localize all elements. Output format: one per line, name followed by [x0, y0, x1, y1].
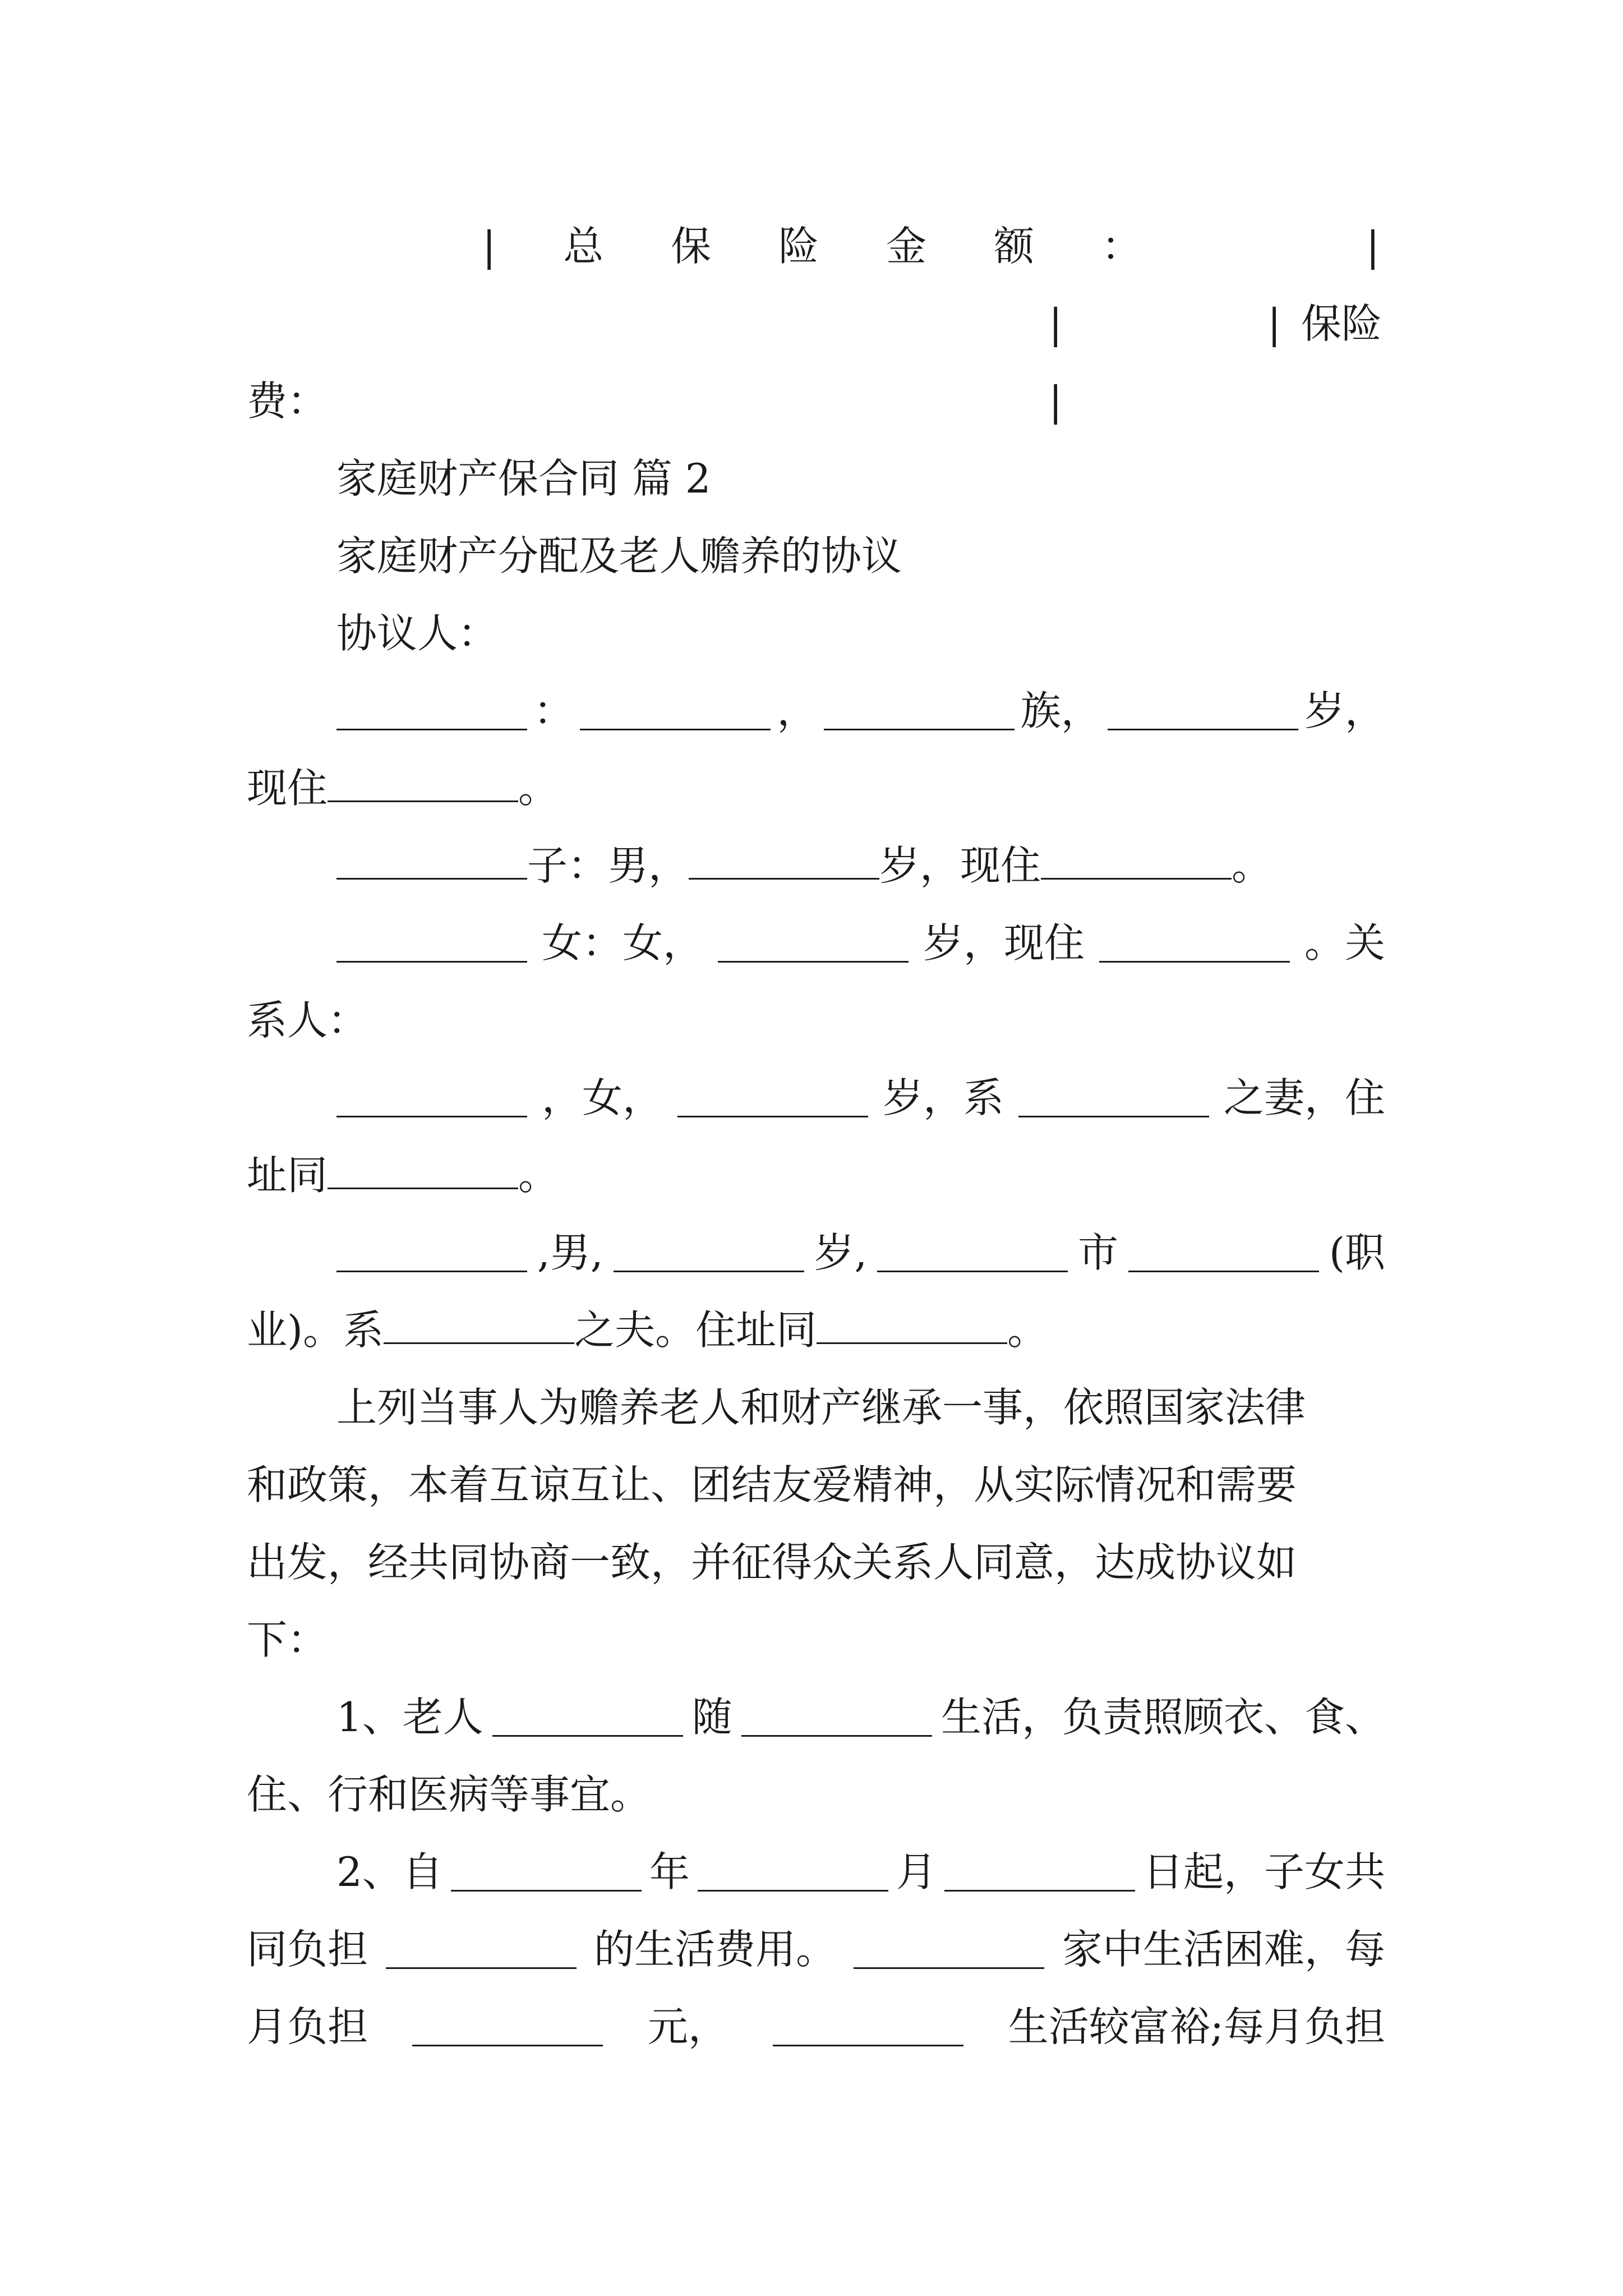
husband-line-cont [247, 1291, 1385, 1369]
husband-line [247, 1214, 1385, 1291]
premium-label: 保险 [1301, 300, 1382, 347]
fill-blank[interactable] [773, 2008, 963, 2046]
text-segment: 。 [518, 765, 559, 812]
fill-blank[interactable] [741, 1698, 932, 1737]
fill-blank[interactable] [336, 1234, 527, 1272]
fill-blank[interactable] [384, 1305, 574, 1344]
fill-blank[interactable] [412, 2008, 603, 2046]
text-segment: 同负担 [247, 1926, 368, 1973]
clause-1-line-cont: 住、行和医病等事宜。 [247, 1771, 651, 1818]
agreement-title: 家庭财产分配及老人赡养的协议 [336, 532, 902, 579]
total-amount-char: 险 [778, 223, 819, 270]
fill-blank[interactable] [328, 1151, 518, 1189]
fill-blank[interactable] [698, 1853, 888, 1892]
text-segment: ，女， [541, 1074, 663, 1121]
total-amount-char: 总 [563, 223, 604, 270]
fill-blank[interactable] [1041, 841, 1232, 880]
fill-blank[interactable] [1108, 692, 1298, 730]
clause-1-line [247, 1678, 1385, 1756]
section-title: 家庭财产保合同 篇 2 [336, 455, 711, 502]
table-bar: | [1366, 223, 1380, 270]
fill-blank[interactable] [854, 1930, 1044, 1969]
text-segment: 女：女， [541, 919, 703, 967]
table-bar: | [482, 223, 496, 270]
text-segment: ： [533, 687, 574, 734]
body-paragraph-line: 出发，经共同协商一致，并征得众关系人同意，达成协议如 [247, 1539, 1297, 1586]
text-segment: 岁，现住 [923, 919, 1085, 967]
premium-row-cont [247, 362, 1385, 440]
premium-row [247, 285, 1385, 362]
text-segment: ,男, [537, 1229, 603, 1276]
text-segment: 生活，负责照顾衣、食、 [940, 1694, 1385, 1741]
text-segment: ， [777, 687, 818, 734]
text-segment: 业)。系 [247, 1306, 384, 1354]
text-segment: 岁， [1304, 687, 1385, 734]
text-segment: 。 [1007, 1306, 1048, 1354]
fill-blank[interactable] [451, 1853, 642, 1892]
text-segment: 族， [1020, 687, 1101, 734]
text-segment: 生活较富裕;每月负担 [1008, 2003, 1385, 2050]
fill-blank[interactable] [689, 841, 879, 880]
text-segment: 。 [518, 1152, 559, 1199]
body-paragraph-line: 下： [247, 1616, 328, 1663]
fill-blank[interactable] [1128, 1234, 1319, 1272]
fill-blank[interactable] [336, 924, 527, 963]
fill-blank[interactable] [336, 692, 527, 730]
fill-blank[interactable] [877, 1234, 1068, 1272]
total-amount-char: 金 [886, 223, 927, 270]
text-segment: 2、自 [336, 1848, 443, 1895]
fill-blank[interactable] [328, 763, 518, 802]
table-bar: | [1049, 300, 1063, 347]
text-segment: 日起，子女共 [1142, 1848, 1385, 1895]
total-amount-row [482, 208, 1380, 285]
text-segment: 月负担 [247, 2003, 368, 2050]
fill-blank[interactable] [580, 692, 771, 730]
text-segment: 现住 [247, 765, 328, 812]
total-amount-char: 额 [993, 223, 1034, 270]
text-segment: 子：男， [527, 842, 689, 889]
text-segment: 岁，现住 [879, 842, 1041, 889]
text-segment: 之妻，住 [1223, 1074, 1385, 1121]
text-segment: 岁，系 [882, 1074, 1004, 1121]
body-paragraph-line: 上列当事人为赡养老人和财产继承一事，依照国家法律 [336, 1384, 1306, 1431]
text-segment: 年 [649, 1848, 690, 1895]
party-line-1-cont [247, 749, 1385, 827]
fill-blank[interactable] [336, 1079, 527, 1117]
fill-blank[interactable] [1099, 924, 1290, 963]
text-segment: 岁, [814, 1229, 868, 1276]
text-segment: 1、老人 [336, 1694, 483, 1741]
fill-blank[interactable] [817, 1305, 1007, 1344]
table-bar: | [1267, 300, 1281, 347]
daughter-line [247, 904, 1385, 982]
wife-line [247, 1059, 1385, 1137]
text-segment: (职 [1329, 1229, 1385, 1276]
parties-label: 协议人： [336, 610, 499, 657]
clause-2-line [247, 1833, 1385, 1911]
text-segment: 家中生活困难，每 [1062, 1926, 1385, 1973]
text-segment: 的生活费用。 [593, 1926, 836, 1973]
fill-blank[interactable] [386, 1930, 577, 1969]
fill-blank[interactable] [718, 924, 909, 963]
clause-2-line-cont2 [247, 1988, 1385, 2065]
text-segment: 之夫。住址同 [574, 1306, 817, 1354]
total-amount-char: ： [1101, 223, 1142, 270]
text-segment: 月 [896, 1848, 937, 1895]
text-segment: 元， [647, 2003, 728, 2050]
text-segment: 址同 [247, 1152, 328, 1199]
party-line-1 [247, 672, 1385, 749]
table-bar: | [1049, 378, 1063, 425]
fill-blank[interactable] [336, 841, 527, 880]
son-line [247, 827, 1385, 904]
total-amount-char: 保 [671, 223, 712, 270]
fill-blank[interactable] [677, 1079, 868, 1117]
text-segment: 市 [1078, 1229, 1119, 1276]
body-paragraph-line: 和政策，本着互谅互让、团结友爱精神，从实际情况和需要 [247, 1461, 1297, 1508]
fill-blank[interactable] [614, 1234, 804, 1272]
fill-blank[interactable] [1018, 1079, 1209, 1117]
fill-blank[interactable] [492, 1698, 683, 1737]
text-segment: 。关 [1304, 919, 1385, 967]
fill-blank[interactable] [944, 1853, 1135, 1892]
clause-2-line-cont [247, 1911, 1385, 1988]
wife-line-cont [247, 1137, 1385, 1214]
text-segment: 随 [691, 1694, 732, 1741]
fill-blank[interactable] [824, 692, 1015, 730]
premium-label-cont: 费： [247, 378, 328, 425]
related-persons-label: 系人： [247, 997, 368, 1044]
text-segment: 。 [1232, 842, 1272, 889]
